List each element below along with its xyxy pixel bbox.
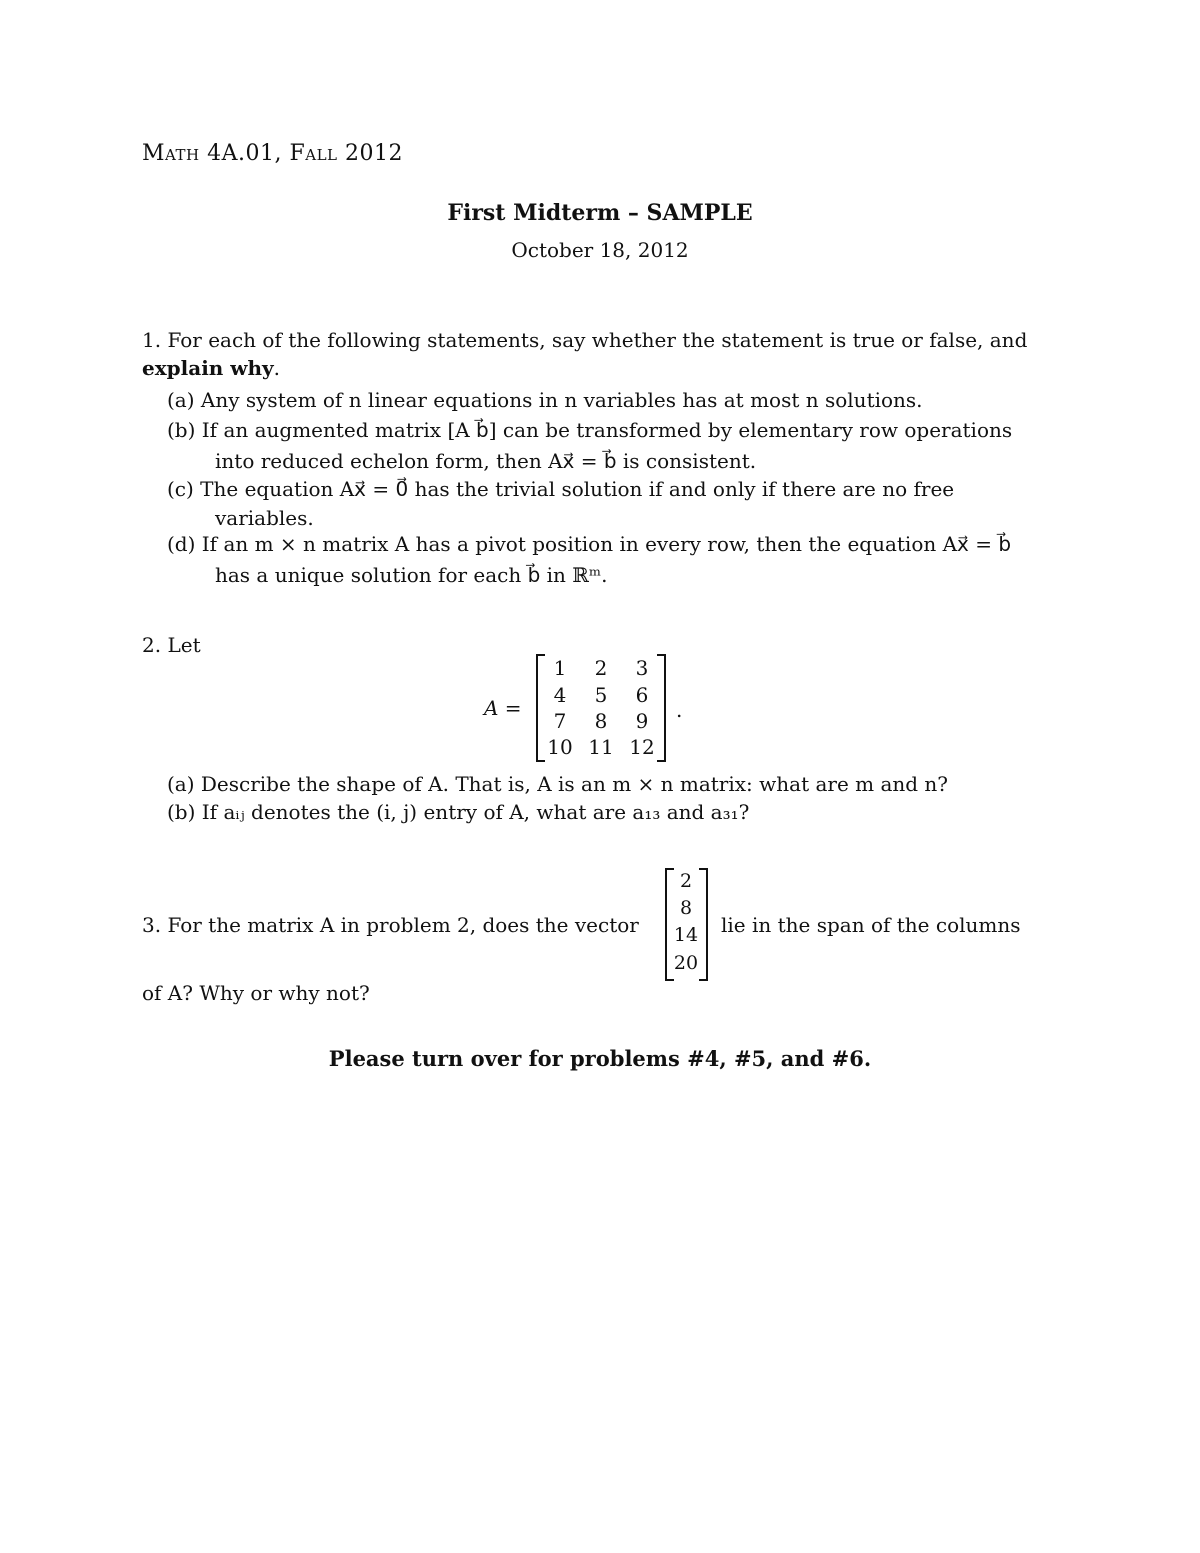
matrix-cell: 8 — [594, 709, 608, 733]
problem-1-part-c — [167, 477, 954, 501]
problem-1-part-d — [167, 532, 1011, 556]
exam-title: First Midterm – SAMPLE — [447, 200, 753, 226]
matrix-cell: 9 — [635, 709, 649, 733]
part-label: (a) — [167, 772, 195, 796]
problem-2-intro — [142, 633, 201, 657]
matrix-a — [536, 654, 666, 762]
matrix-period: . — [676, 698, 683, 722]
turn-over-note: Please turn over for problems #4, #5, and #6. — [328, 1046, 872, 1071]
problem-2-let: Let — [167, 633, 201, 657]
exam-date: October 18, 2012 — [511, 238, 689, 262]
matrix-cell: 3 — [635, 656, 649, 680]
matrix-cell: 6 — [635, 683, 649, 707]
part-text: Describe the shape of A. That is, A is an m × n matrix: what are m and n? — [200, 772, 949, 796]
problem-1-part-c-line2: variables. — [215, 506, 314, 530]
problem-2-part-a — [167, 772, 948, 796]
matrix-cell: 4 — [553, 683, 567, 707]
matrix-cell: 7 — [553, 709, 567, 733]
course-header: Math 4A.01, Fall 2012 — [142, 141, 403, 166]
vector-entry: 14 — [673, 924, 699, 946]
part-label: (b) — [167, 800, 196, 824]
matrix-cell: 5 — [594, 683, 608, 707]
vector-entry: 2 — [679, 870, 693, 892]
problem-3-text-before: 3. For the matrix A in problem 2, does the vector — [142, 913, 639, 937]
matrix-cell: 10 — [547, 735, 573, 759]
problem-3-line2: of A? Why or why not? — [142, 981, 370, 1005]
problem-1-number: 1. — [142, 328, 162, 352]
problem-2-part-b — [167, 800, 749, 824]
matrix-cell: 2 — [594, 656, 608, 680]
problem-1-part-d-line2: has a unique solution for each b⃗ in ℝᵐ. — [215, 563, 608, 587]
problem-1-part-b — [167, 418, 1012, 442]
matrix-cell: 12 — [629, 735, 655, 759]
part-text: Any system of n linear equations in n variables has at most n solutions. — [200, 388, 923, 412]
part-text: If an m × n matrix A has a pivot position in every row, then the equation Ax⃗ = b⃗ — [201, 532, 1012, 556]
vector-entry: 8 — [679, 897, 693, 919]
column-vector — [665, 868, 708, 981]
part-text: If an augmented matrix [A b⃗] can be transformed by elementary row operations — [201, 418, 1013, 442]
part-label: (b) — [167, 418, 196, 442]
problem-1-part-b-line2: into reduced echelon form, then Ax⃗ = b⃗ is consistent. — [215, 449, 757, 473]
matrix-lhs: A = — [484, 696, 522, 720]
problem-1-intro-text: For each of the following statements, say whether the statement is true or false, and — [167, 328, 1028, 352]
part-label: (c) — [167, 477, 194, 501]
part-label: (a) — [167, 388, 195, 412]
part-text: If aᵢⱼ denotes the (i, j) entry of A, what are a₁₃ and a₃₁? — [201, 800, 750, 824]
matrix-cell: 1 — [553, 656, 567, 680]
problem-3-text-after: lie in the span of the columns — [721, 913, 1021, 937]
vector-entry: 20 — [673, 952, 699, 974]
explain-why: explain why — [142, 356, 274, 380]
problem-2-number: 2. — [142, 633, 162, 657]
period: . — [273, 356, 281, 380]
part-label: (d) — [167, 532, 196, 556]
problem-1-intro — [142, 328, 1027, 352]
matrix-cell: 11 — [588, 735, 614, 759]
problem-1-part-a — [167, 388, 923, 412]
part-text: The equation Ax⃗ = 0⃗ has the trivial solution if and only if there are no free — [200, 477, 955, 501]
problem-1-intro-line2 — [142, 356, 280, 380]
